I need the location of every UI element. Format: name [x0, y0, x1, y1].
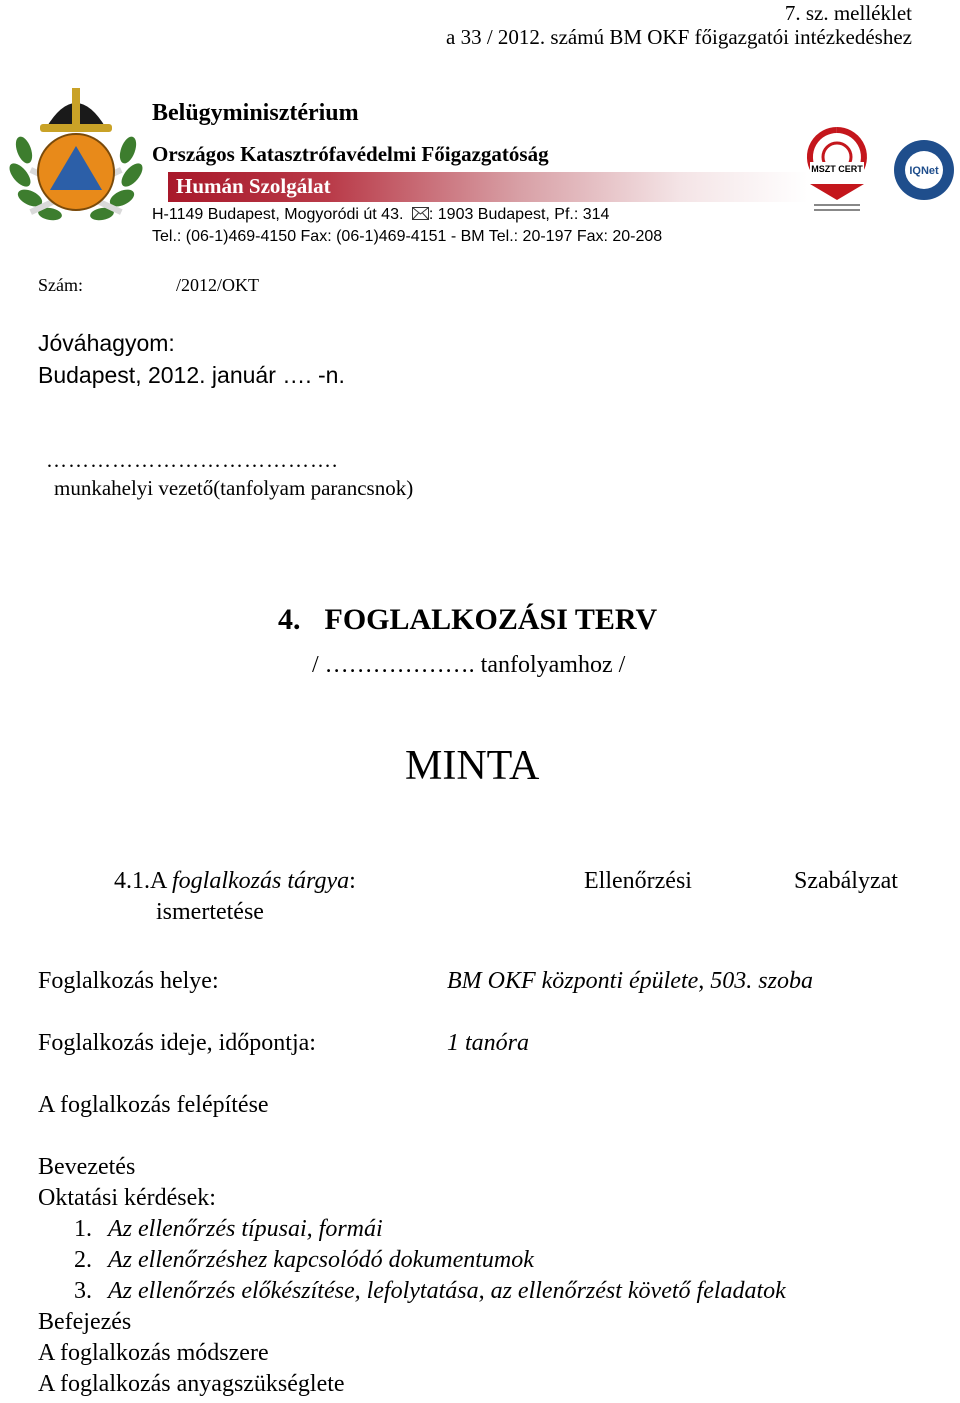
list-item-number: 2.: [74, 1247, 92, 1273]
subject-prefix: A: [150, 868, 167, 894]
iqnet-cert-logo-icon: [892, 138, 956, 202]
cert2-text: IQNet: [909, 165, 939, 177]
list-item-text: Az ellenőrzés típusai, formái: [108, 1216, 383, 1242]
subject-line: [114, 868, 356, 895]
agency-name: Országos Katasztrófavédelmi Főigazgatóság: [152, 142, 549, 166]
mszt-cert-logo-icon: [806, 126, 868, 218]
annex-line-2: a 33 / 2012. számú BM OKF főigazgatói intézkedéshez: [446, 25, 912, 49]
sample-watermark-label: MINTA: [405, 743, 540, 789]
intro-label: Bevezetés: [38, 1154, 136, 1180]
plan-number: 4.: [278, 603, 301, 636]
subject-label: foglalkozás tárgya: [172, 868, 350, 894]
reference-label: Szám:: [38, 275, 83, 295]
list-item-number: 3.: [74, 1278, 92, 1304]
plan-title: [278, 603, 657, 637]
subject-value-word-2: Szabályzat: [794, 868, 898, 894]
time-value: 1 tanóra: [447, 1030, 530, 1056]
cert1-text: MSZT CERT: [811, 164, 863, 174]
closing-label: Befejezés: [38, 1309, 132, 1335]
materials-label: A foglalkozás anyagszükséglete: [38, 1371, 345, 1397]
signature-dots: ………………………………….: [46, 448, 339, 472]
list-item: [74, 1278, 786, 1305]
annex-line-1: 7. sz. melléklet: [784, 1, 912, 25]
unit-banner: [168, 172, 808, 202]
questions-label: Oktatási kérdések:: [38, 1185, 216, 1211]
signer-title: munkahelyi vezető(tanfolyam parancsnok): [54, 476, 414, 500]
list-item-text: Az ellenőrzés előkészítése, lefolytatása, az ellenőrzést követő feladatok: [108, 1278, 786, 1304]
unit-name: Humán Szolgálat: [176, 174, 331, 198]
agency-emblem-icon: [6, 80, 146, 230]
street-address: H-1149 Budapest, Mogyoródi út 43.: [152, 206, 404, 223]
structure-heading: A foglalkozás felépítése: [38, 1092, 269, 1118]
plan-subtitle: / ………………. tanfolyamhoz /: [312, 652, 626, 678]
method-label: A foglalkozás módszere: [38, 1340, 269, 1366]
address-line-1: [152, 206, 609, 224]
subject-colon: :: [349, 868, 356, 894]
phone-fax-line: Tel.: (06-1)469-4150 Fax: (06-1)469-4151 - BM Tel.: 20-197 Fax: 20-208: [152, 228, 663, 245]
envelope-icon: [412, 207, 429, 220]
approval-date: Budapest, 2012. január …. -n.: [38, 362, 345, 388]
subject-value-word-1: Ellenőrzési: [584, 868, 692, 894]
ministry-name: Belügyminisztérium: [152, 100, 359, 126]
time-label: Foglalkozás ideje, időpontja:: [38, 1030, 316, 1056]
subject-value-line-2: ismertetése: [156, 899, 264, 925]
list-item: [74, 1216, 383, 1243]
list-item: [74, 1247, 534, 1274]
postal-address: : 1903 Budapest, Pf.: 314: [428, 206, 610, 223]
subject-number: 4.1.: [114, 868, 150, 894]
reference-value: /2012/OKT: [176, 275, 259, 295]
place-value: BM OKF központi épülete, 503. szoba: [447, 968, 813, 994]
list-item-text: Az ellenőrzéshez kapcsolódó dokumentumok: [108, 1247, 534, 1273]
list-item-number: 1.: [74, 1216, 92, 1242]
approval-label: Jóváhagyom:: [38, 330, 175, 356]
place-label: Foglalkozás helye:: [38, 968, 219, 994]
plan-title-text: FOGLALKOZÁSI TERV: [324, 603, 658, 636]
